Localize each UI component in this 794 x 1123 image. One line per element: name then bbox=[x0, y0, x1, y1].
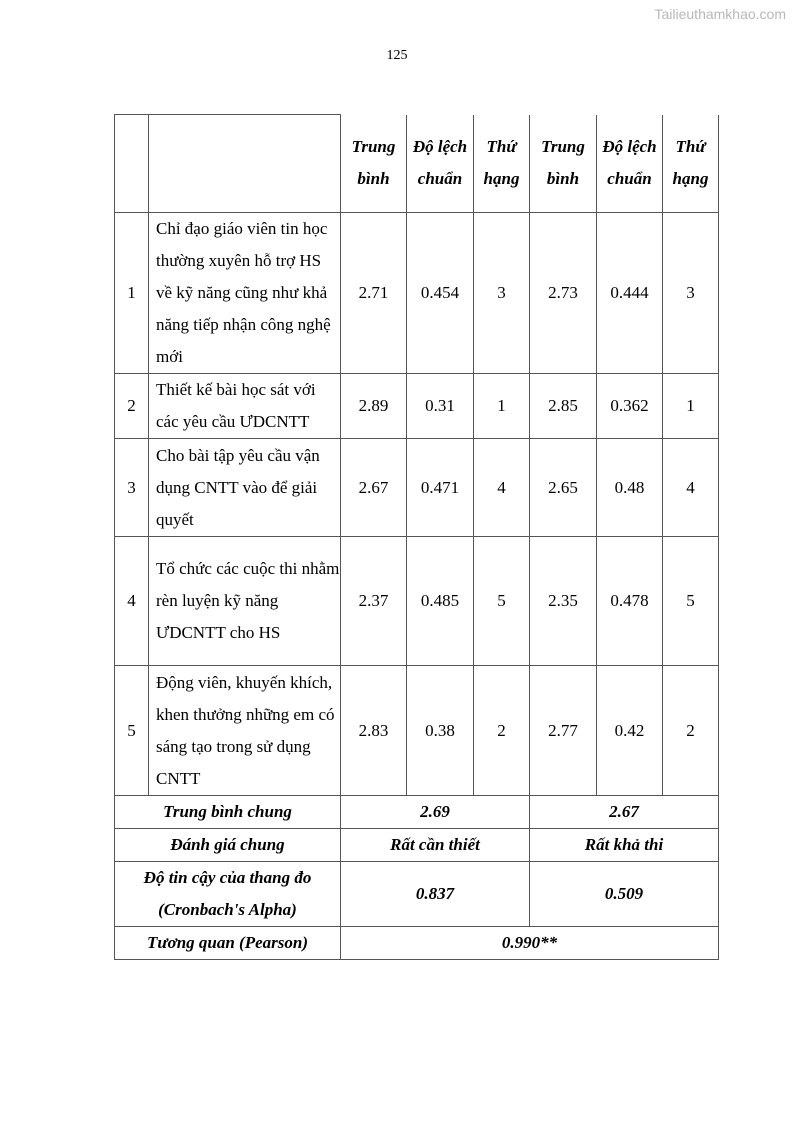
results-table bbox=[114, 114, 719, 960]
average-1: 2.69 bbox=[341, 796, 530, 829]
pearson-value: 0.990** bbox=[341, 927, 719, 960]
watermark: Tailieuthamkhao.com bbox=[654, 6, 786, 22]
sd-1: 0.31 bbox=[407, 374, 474, 439]
header-no bbox=[115, 115, 149, 213]
average-label: Trung bình chung bbox=[115, 796, 341, 829]
rank-1: 4 bbox=[474, 439, 530, 537]
alpha-1: 0.837 bbox=[341, 862, 530, 927]
mean-1: 2.37 bbox=[341, 537, 407, 666]
evaluation-1: Rất cần thiết bbox=[341, 829, 530, 862]
sd-2: 0.362 bbox=[597, 374, 663, 439]
sd-2: 0.478 bbox=[597, 537, 663, 666]
table-row bbox=[115, 537, 719, 666]
sd-2: 0.444 bbox=[597, 213, 663, 374]
rank-2: 2 bbox=[663, 666, 719, 796]
header-sd-2: Độ lệch chuẩn bbox=[597, 115, 663, 213]
mean-2: 2.77 bbox=[530, 666, 597, 796]
row-text: Chỉ đạo giáo viên tin học thường xuyên hỗ trợ HS về kỹ năng cũng như khả năng tiếp nhận công nghệ mới bbox=[149, 213, 341, 374]
rank-2: 5 bbox=[663, 537, 719, 666]
rank-2: 3 bbox=[663, 213, 719, 374]
mean-1: 2.83 bbox=[341, 666, 407, 796]
table-row bbox=[115, 666, 719, 796]
sd-1: 0.485 bbox=[407, 537, 474, 666]
header-mean-1: Trung bình bbox=[341, 115, 407, 213]
summary-evaluation-row bbox=[115, 829, 719, 862]
row-no: 2 bbox=[115, 374, 149, 439]
rank-2: 1 bbox=[663, 374, 719, 439]
row-text: Tổ chức các cuộc thi nhằm rèn luyện kỹ năng ƯDCNTT cho HS bbox=[149, 537, 341, 666]
mean-2: 2.65 bbox=[530, 439, 597, 537]
alpha-label: Độ tin cậy của thang đo (Cronbach's Alpha) bbox=[115, 862, 341, 927]
mean-2: 2.85 bbox=[530, 374, 597, 439]
evaluation-label: Đánh giá chung bbox=[115, 829, 341, 862]
header-row bbox=[115, 115, 719, 213]
rank-2: 4 bbox=[663, 439, 719, 537]
row-no: 3 bbox=[115, 439, 149, 537]
row-text: Thiết kế bài học sát với các yêu cầu ƯDCNTT bbox=[149, 374, 341, 439]
row-no: 5 bbox=[115, 666, 149, 796]
average-2: 2.67 bbox=[530, 796, 719, 829]
sd-1: 0.38 bbox=[407, 666, 474, 796]
sd-1: 0.454 bbox=[407, 213, 474, 374]
pearson-label: Tương quan (Pearson) bbox=[115, 927, 341, 960]
row-no: 4 bbox=[115, 537, 149, 666]
mean-1: 2.71 bbox=[341, 213, 407, 374]
rank-1: 5 bbox=[474, 537, 530, 666]
header-rank-1: Thứ hạng bbox=[474, 115, 530, 213]
table-row bbox=[115, 374, 719, 439]
row-text: Động viên, khuyến khích, khen thưởng những em có sáng tạo trong sử dụng CNTT bbox=[149, 666, 341, 796]
mean-2: 2.35 bbox=[530, 537, 597, 666]
page-number: 125 bbox=[386, 48, 408, 63]
sd-2: 0.42 bbox=[597, 666, 663, 796]
table-row bbox=[115, 439, 719, 537]
header-sd-1: Độ lệch chuẩn bbox=[407, 115, 474, 213]
evaluation-2: Rất khả thi bbox=[530, 829, 719, 862]
table-row bbox=[115, 213, 719, 374]
mean-1: 2.89 bbox=[341, 374, 407, 439]
header-mean-2: Trung bình bbox=[530, 115, 597, 213]
row-text: Cho bài tập yêu cầu vận dụng CNTT vào để giải quyết bbox=[149, 439, 341, 537]
sd-1: 0.471 bbox=[407, 439, 474, 537]
summary-pearson-row bbox=[115, 927, 719, 960]
header-rank-2: Thứ hạng bbox=[663, 115, 719, 213]
row-no: 1 bbox=[115, 213, 149, 374]
rank-1: 3 bbox=[474, 213, 530, 374]
sd-2: 0.48 bbox=[597, 439, 663, 537]
mean-1: 2.67 bbox=[341, 439, 407, 537]
summary-alpha-row bbox=[115, 862, 719, 927]
header-content bbox=[149, 115, 341, 213]
summary-average-row bbox=[115, 796, 719, 829]
rank-1: 1 bbox=[474, 374, 530, 439]
alpha-2: 0.509 bbox=[530, 862, 719, 927]
rank-1: 2 bbox=[474, 666, 530, 796]
mean-2: 2.73 bbox=[530, 213, 597, 374]
